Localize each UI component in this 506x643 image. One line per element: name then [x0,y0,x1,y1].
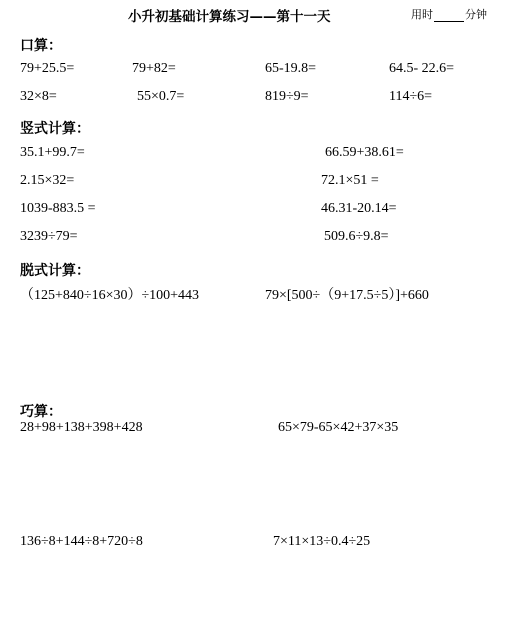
vertical-problem: 35.1+99.7= [20,145,85,160]
clever-problem: 7×11×13÷0.4÷25 [273,534,371,549]
vertical-problem: 1039-883.5 = [20,201,96,216]
oral-problem: 79+25.5= [20,61,75,76]
oral-problem: 55×0.7= [137,89,185,104]
oral-problem: 79+82= [132,61,176,76]
oral-problem: 114÷6= [389,89,433,104]
vertical-problem: 3239÷79= [20,229,78,244]
time-used-label: 用时 [411,8,433,21]
time-used-field [411,6,487,22]
time-blank[interactable] [434,10,464,22]
page-title: 小升初基础计算练习——第十一天 [128,9,331,25]
oral-problem: 819÷9= [265,89,309,104]
vertical-heading: 竖式计算： [20,121,90,137]
oral-problem: 65-19.8= [265,61,317,76]
oral-heading: 口算： [20,38,62,54]
oral-problem: 64.5- 22.6= [389,61,455,76]
clever-problem: 136÷8+144÷8+720÷8 [20,534,143,549]
vertical-problem: 509.6÷9.8= [324,229,389,244]
vertical-problem: 66.59+38.61= [325,145,404,160]
clever-problem: 28+98+138+398+428 [20,420,143,435]
stepwise-problem: 79×[500÷（9+17.5÷5）]+660 [265,288,429,303]
stepwise-heading: 脱式计算： [20,263,90,279]
time-unit-label: 分钟 [465,8,487,21]
clever-problem: 65×79-65×42+37×35 [278,420,399,435]
oral-problem: 32×8= [20,89,57,104]
vertical-problem: 2.15×32= [20,173,75,188]
clever-heading: 巧算： [20,404,62,420]
vertical-problem: 72.1×51 = [321,173,379,188]
vertical-problem: 46.31-20.14= [321,201,397,216]
stepwise-problem: （125+840÷16×30）÷100+443 [20,288,200,303]
